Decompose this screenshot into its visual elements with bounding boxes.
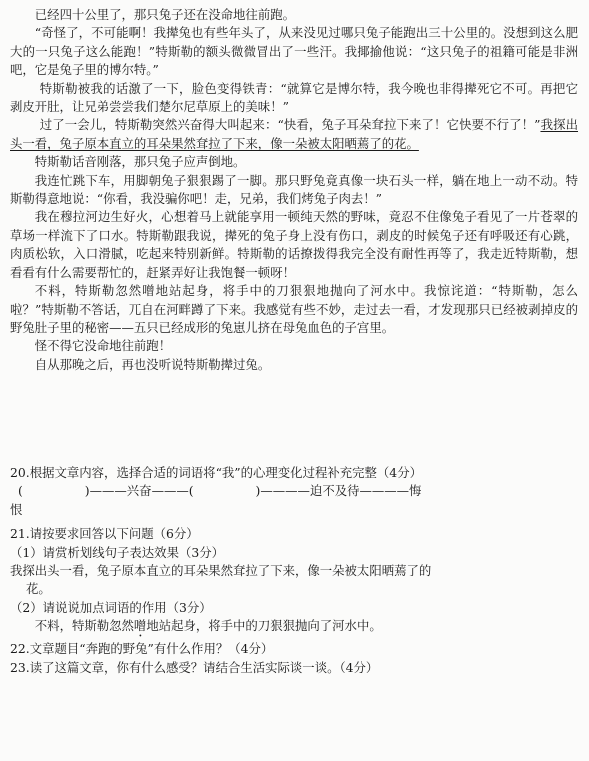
question-21-sub2: （2）请说说加点词语的作用（3分） (10, 599, 212, 615)
question-21: 21.请按要求回答以下问题（6分） (10, 526, 199, 542)
passage-paragraph: 已经四十公里了，那只兔子还在没命地往前跑。 (34, 7, 295, 22)
question-21-sub1-sentence-cont: 花。 (26, 581, 51, 597)
sentence-part: 地站起身，将手中的刀狠狠抛向了河水中。 (146, 618, 382, 634)
passage-paragraph: 怪不得它没命地往前跑！ (34, 338, 172, 354)
passage-paragraph: 特斯勒话音刚落，那只兔子应声倒地。 (34, 154, 246, 170)
passage-paragraph (10, 116, 578, 153)
reading-passage (10, 6, 578, 374)
questions-section (10, 464, 578, 677)
question-20-blanks: ( )———兴奋———( )————迫不及待————悔 (18, 483, 422, 499)
question-23: 23.读了这篇文章，你有什么感受？请结合生活实际谈一谈。（4分） (10, 659, 379, 675)
question-21-sub1-sentence: 我探出头一看，兔子原本直立的耳朵果然耷拉了下来，像一朵被太阳晒蔫了的 (10, 563, 432, 579)
passage-paragraph: 特斯勒被我的话激了一下，脸色变得铁青：“就算它是博尔特，我今晚也非得撵死它不可。再把它剥皮开肚，让兄弟尝尝我们楚尔尼草原上的美味！” (10, 80, 578, 115)
underlined-sentence: 我探出头一看，兔子原本直立的耳朵果然耷拉了下来，像一朵被太阳晒蔫了的花。 (10, 117, 579, 151)
sentence-part: 不料，特斯勒忽然 (34, 618, 134, 634)
dotted-word: 噌 (133, 618, 147, 634)
passage-paragraph: “奇怪了，不可能啊！我撵兔也有些年头了，从来没见过哪只兔子能跑出三十公里的。没想到这么肥大的一只兔子这么能跑！”特斯勒的额头微微冒出了一些汗。我揶揄他说：“这只兔子的祖籍可能是非洲吧，它是兔子里的博尔特。” (10, 25, 578, 78)
passage-paragraph: 我在穆拉河边生好火，心想着马上就能享用一顿纯天然的野味，竟忍不住像兔子看见了一片苍翠的草场一样流下了口水。特斯勒跟我说，撵死的兔子身上没有伤口，剥皮的时候兔子还有呼吸还有心跳，肉质松软，入口滑腻，吃起来特别新鲜。特斯勒的话撩拨得我完全没有耐性再等了，我走近特斯勒，想看看有什么需要帮忙的，赶紧弄好让我饱餐一顿呀！ (10, 209, 578, 280)
question-21-sub2-sentence (10, 617, 578, 640)
passage-paragraph: 我连忙跳下车，用脚朝兔子狠狠踢了一脚。那只野兔竟真像一块石头一样，躺在地上一动不动。特斯勒得意地说：“你看，我没骗你吧！走，兄弟，我们烤兔子肉去！” (10, 172, 578, 207)
passage-paragraph: 自从那晚之后，再也没听说特斯勒撵过兔。 (34, 356, 271, 372)
question-20-blanks-end: 恨 (10, 501, 23, 517)
question-22: 22.文章题目“奔跑的野兔”有什么作用？（4分） (10, 641, 274, 657)
passage-text: 过了一会儿，特斯勒突然兴奋得大叫起来：“快看，兔子耳朵耷拉下来了！它快要不行了！” (39, 117, 541, 133)
question-21-sub1: （1）请赏析划线句子表达效果（3分） (10, 544, 225, 560)
passage-paragraph: 不料，特斯勒忽然噌地站起身，将手中的刀狠狠地抛向了河水中。我惊诧道：“特斯勒，怎么啦？”特斯勒不答话，兀自在河畔蹲了下来。我感觉有些不妙，走过去一看，才发现那只已经被剥掉皮的野兔肚子里的秘密——五只已经成形的兔崽儿挤在母兔血色的子宫里。 (10, 283, 578, 335)
question-20: 20.根据文章内容，选择合适的词语将“我”的心理变化过程补充完整（4分） (10, 465, 422, 480)
